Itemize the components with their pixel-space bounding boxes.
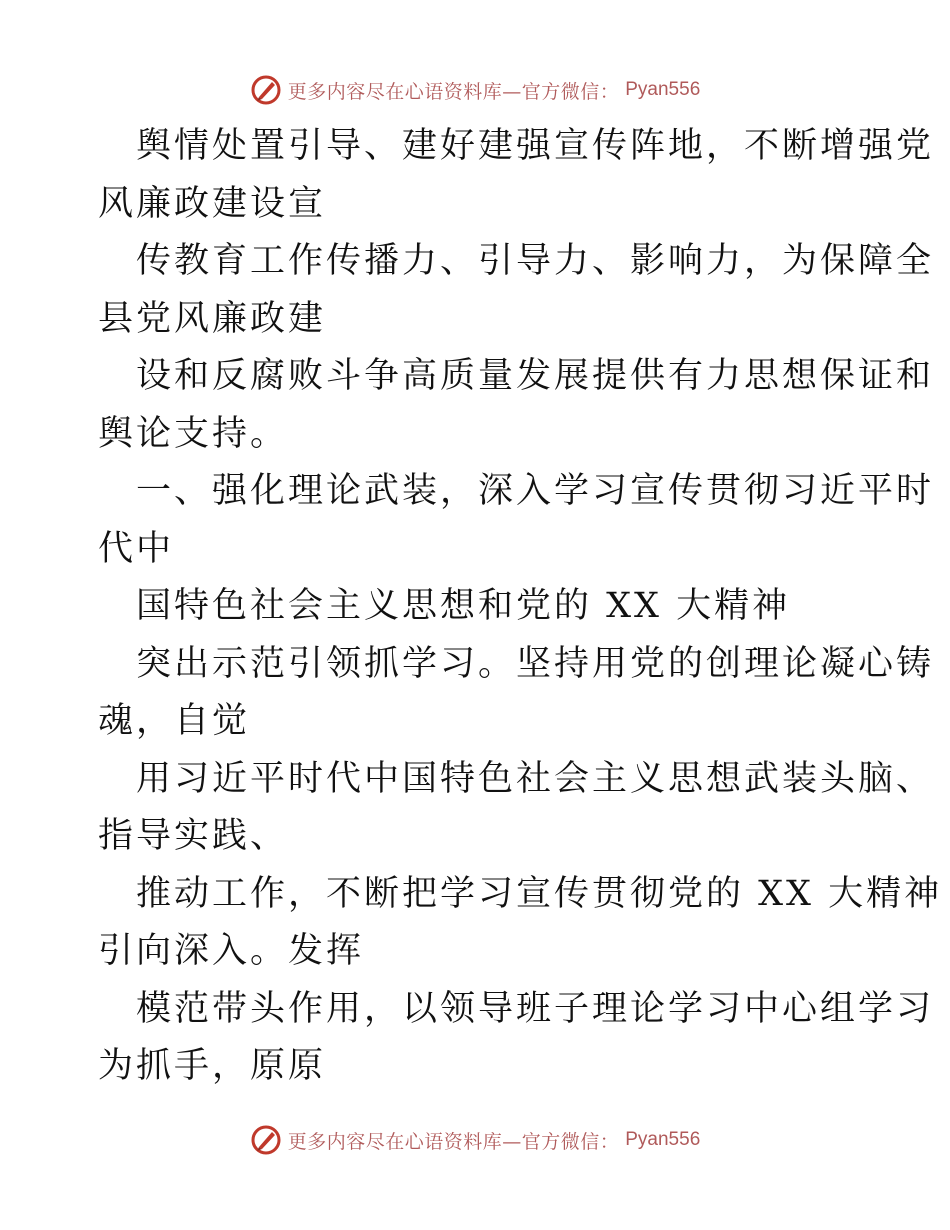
text-line: 指导实践、 bbox=[98, 816, 289, 856]
footer-wechat-id: Pyan556 bbox=[625, 1129, 701, 1150]
text-line: 风廉政建设宣 bbox=[98, 183, 327, 224]
text-line: 一、强化理论武装，深入学习宣传贯彻习近平时 bbox=[136, 471, 935, 511]
text-line: 设和反腐败斗争高质量发展提供有力思想保证和 bbox=[136, 356, 935, 396]
text-line: 用习近平时代中国特色社会主义思想武装头脑、 bbox=[136, 758, 935, 799]
footer-banner-text: 更多内容尽在心语资料库—官方微信： bbox=[287, 1130, 620, 1153]
header-banner-text: 更多内容尽在心语资料库—官方微信： bbox=[287, 80, 620, 103]
quill-logo-icon bbox=[250, 74, 282, 106]
text-line: 国特色社会主义思想和党的 XX 大精神 bbox=[136, 586, 791, 626]
text-line: 引向深入。发挥 bbox=[98, 931, 365, 971]
text-line: 舆情处置引导、建好建强宣传阵地，不断增强党 bbox=[136, 126, 935, 166]
footer-banner bbox=[0, 1120, 950, 1160]
text-line: 舆论支持。 bbox=[98, 413, 289, 454]
text-line: 模范带头作用，以领导班子理论学习中心组学习 bbox=[136, 988, 935, 1029]
text-line: 传教育工作传播力、引导力、影响力，为保障全 bbox=[136, 241, 935, 281]
document-body bbox=[98, 118, 943, 1096]
text-line: 魂，自觉 bbox=[98, 701, 251, 741]
header-banner bbox=[0, 70, 950, 110]
header-wechat-id: Pyan556 bbox=[625, 79, 701, 100]
text-line: 县党风廉政建 bbox=[98, 298, 327, 339]
quill-logo-icon bbox=[250, 1124, 282, 1156]
text-line: 代中 bbox=[98, 528, 175, 569]
text-line: 推动工作，不断把学习宣传贯彻党的 XX 大精神 bbox=[136, 873, 943, 914]
text-line: 突出示范引领抓学习。坚持用党的创理论凝心铸 bbox=[136, 643, 935, 684]
text-line: 为抓手，原原 bbox=[98, 1046, 327, 1086]
